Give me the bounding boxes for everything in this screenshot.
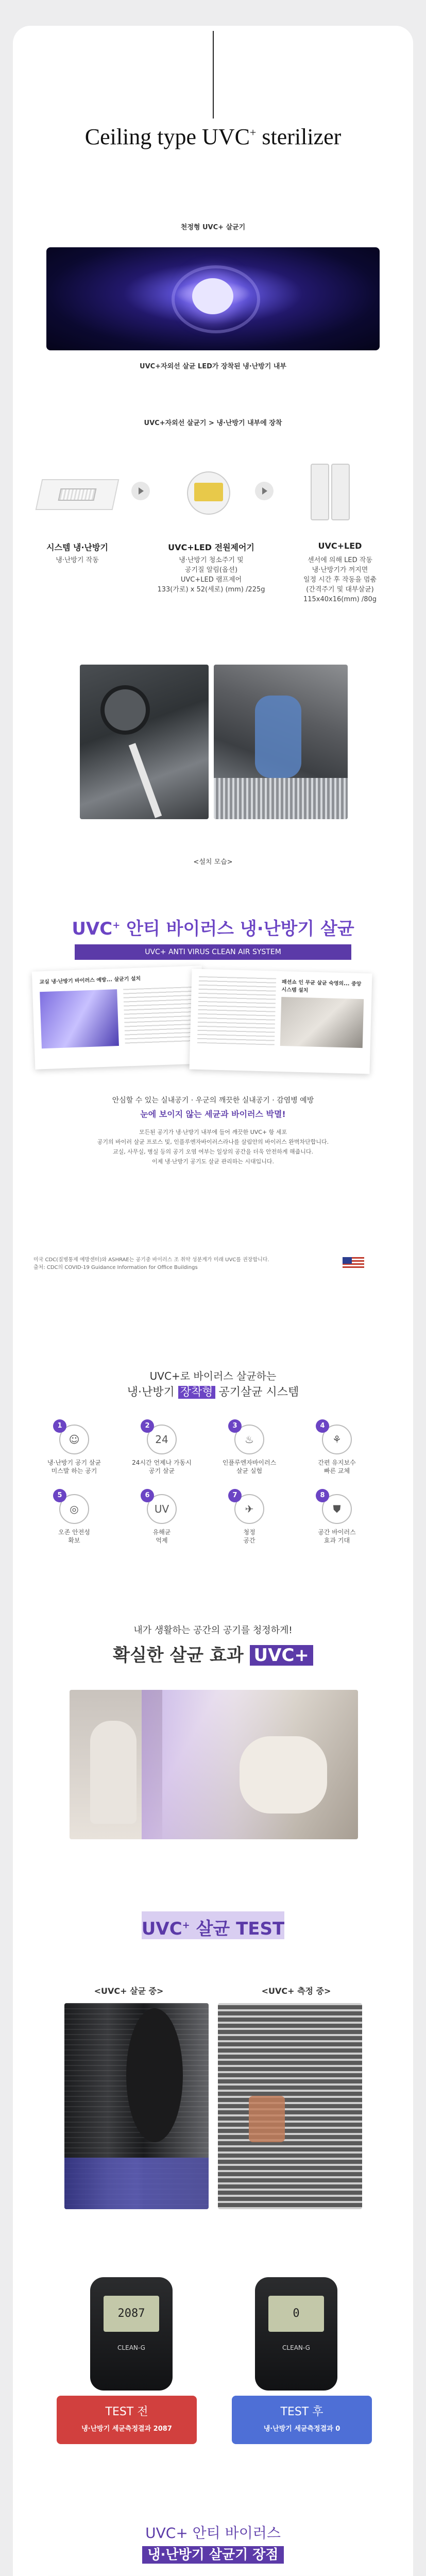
- feature-icon: 24: [147, 1425, 177, 1454]
- merits-title-1: UVC+ 안티 바이러스: [145, 2524, 281, 2541]
- system-title-1: UVC+로 바이러스 살균하는: [149, 1370, 277, 1382]
- test-right-label: <UVC+ 측정 중>: [261, 1986, 331, 1996]
- feature-label: 인플루엔자바이러스 살균 실험: [222, 1459, 277, 1475]
- antivirus-heading: UVC+ 안티 바이러스 냉·난방기 살균: [72, 919, 354, 939]
- feature-label: 냉·난방기 공기 살균 미스발 하는 공기: [47, 1459, 101, 1475]
- component-desc: 센서에 의해 LED 작동 냉·난방기가 꺼지면 일정 시간 후 작동을 멈춤 (간격주기 및 대부살균) 115x40x16(mm) /80g: [303, 556, 377, 603]
- feature-icon: ♨: [234, 1425, 264, 1454]
- feature-number-badge: 5: [53, 1489, 66, 1502]
- hero-caption: UVC+자외선 살균 LED가 장착된 냉·난방기 내부: [140, 363, 286, 370]
- feature-number-badge: 3: [228, 1419, 242, 1433]
- component-title: UVC+LED 전원제어기: [168, 543, 254, 552]
- install-photo-caption: <설치 모습>: [193, 858, 233, 866]
- antivirus-lead-1: 안심할 수 있는 실내공기 · 우군의 깨끗한 실내공기 · 감염병 예방: [112, 1096, 314, 1105]
- news-article-left: 교실 냉·난방기 바이러스 예방... 살균기 설치: [32, 965, 205, 1069]
- feature-number-badge: 1: [53, 1419, 66, 1433]
- component-title: 시스템 냉·난방기: [46, 543, 108, 552]
- us-flag-icon: [343, 1257, 364, 1269]
- meter-brand: CLEAN-G: [282, 2344, 310, 2351]
- feature-icon: ☺: [59, 1425, 89, 1454]
- arrow-right-icon: [131, 482, 150, 500]
- feature-label: 공간 바이러스 효과 기대: [318, 1529, 356, 1544]
- antivirus-lead-2: 눈에 보이지 않는 세균과 바이러스 박멸!: [140, 1109, 286, 1119]
- uvc-sterilizing-photo: [64, 2003, 209, 2209]
- footnote: 미국 CDC(질병통제 예방센터)와 ASHRAE는 공기중 바이러스 조 취약 성분계가 미래 UVC를 권장합니다. 출처: CDC의 COVID-19 Guidance Information for Office Buildings: [33, 1257, 269, 1270]
- news-article-right: 패션쇼 인 무균 살균 숙영의... 중앙 시스템 설치: [190, 969, 372, 1074]
- feature-label: 간편 유지보수 빠른 교체: [318, 1459, 356, 1475]
- merits-title-2-wrap: [13, 2544, 413, 2563]
- feature-icon: ✈: [234, 1494, 264, 1524]
- antivirus-band: UVC+ ANTI VIRUS CLEAN AIR SYSTEM: [75, 944, 351, 960]
- power-controller-image: [183, 466, 234, 518]
- feature-label: 청정 공간: [243, 1529, 255, 1544]
- feature-number-badge: 8: [316, 1489, 329, 1502]
- top-divider-line: [213, 31, 214, 118]
- component-desc: 냉·난방기 작동: [56, 556, 99, 564]
- system-title-2: 냉·난방기 장착형 공기살균 시스템: [127, 1386, 299, 1399]
- feature-icon: UV: [147, 1494, 177, 1524]
- test-title: UVC+ 살균 TEST: [141, 1919, 285, 1939]
- antivirus-body: 모든된 공기가 냉·난방기 내부에 들어 깨끗한 UVC+ 항 세포 공기의 바이러 살균 프로스 및, 인플루엔자바이러스라나를 살림안의 바이러스 완벽차단합니다. 교실, 사무실, 병실 등의 공기 오염 여부는 일상의 공간을 더욱 안전하게 해줍니다. 이제 냉·난방기 공기도 살균 관리하는 시대입니다.: [97, 1129, 329, 1165]
- install-photo-left: [80, 665, 209, 819]
- feature-icon: ⛊: [322, 1494, 352, 1524]
- feature-label: 24시간 언제나 가동시 공기 살균: [132, 1459, 192, 1475]
- install-photo-right: [214, 665, 348, 819]
- feature-number-badge: 4: [316, 1419, 329, 1433]
- feature-number-badge: 2: [141, 1419, 154, 1433]
- test-left-label: <UVC+ 살균 중>: [94, 1986, 164, 1996]
- test-before-badge: TEST 전 냉·난방기 세균측정결과 2087: [57, 2396, 197, 2444]
- product-detail-page: [13, 26, 413, 2576]
- meter-brand: CLEAN-G: [117, 2344, 145, 2351]
- feature-number-badge: 7: [228, 1489, 242, 1502]
- effect-line-2: 확실한 살균 효과 UVC+: [13, 1641, 413, 1666]
- feature-icon: ⚘: [322, 1425, 352, 1454]
- meter-after: [255, 2277, 337, 2391]
- effect-line-1: 내가 생활하는 공간의 공기를 청정하게!: [133, 1625, 293, 1636]
- component-title: UVC+LED: [318, 541, 362, 551]
- page-title: Ceiling type UVC+ sterilizer: [84, 124, 342, 149]
- feature-number-badge: 6: [141, 1489, 154, 1502]
- meter-reading: 2087: [117, 2307, 145, 2320]
- ceiling-unit-image: [39, 474, 116, 515]
- meter-reading: 0: [293, 2307, 300, 2320]
- component-desc: 냉·난방기 청소주기 및 공기질 알림(옵션) UVC+LED 램프제어 133(가로) x 52(세로) (mm) /225g: [157, 556, 265, 594]
- feature-label: 유해균 억제: [152, 1529, 171, 1544]
- meter-before: [90, 2277, 173, 2391]
- uvc-measuring-photo: [218, 2003, 362, 2209]
- uvc-led-hero-image: [46, 247, 380, 350]
- feature-icon: ◎: [59, 1494, 89, 1524]
- uvc-led-module-image: [305, 461, 352, 523]
- test-after-badge: TEST 후 냉·난방기 세균측정결과 0: [232, 2396, 372, 2444]
- install-heading: UVC+자외선 살균기 > 냉·난방기 내부에 장착: [144, 419, 282, 427]
- family-photo: [70, 1690, 358, 1839]
- merits-title-2: 냉·난방기 살균기 장점: [142, 2546, 283, 2564]
- product-caption: 천정형 UVC+ 살균기: [180, 224, 246, 231]
- feature-label: 오존 안전성 확보: [58, 1529, 90, 1544]
- arrow-right-icon: [255, 482, 274, 500]
